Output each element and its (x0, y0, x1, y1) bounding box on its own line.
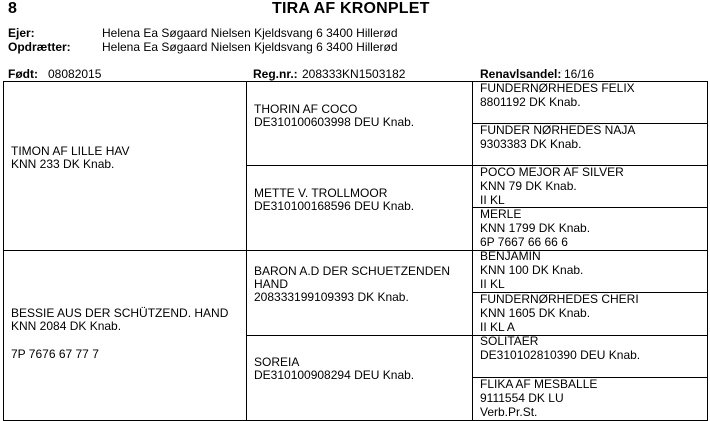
ggp-4-reg: KNN 1799 DK Knab. (480, 221, 591, 235)
gp-2-reg: DE310100168596 DEU Knab. (254, 199, 415, 213)
purity-label: Renavlsandel: (480, 67, 562, 81)
gp-1-reg: DE310100603998 DEU Knab. (254, 115, 415, 129)
gp-2-name: METTE V. TROLLMOOR (254, 186, 388, 200)
ggp-6-extra: II KL A (480, 320, 515, 334)
breeder-label: Opdrætter: (8, 40, 71, 54)
dam-reg: KNN 2084 DK Knab. (11, 319, 122, 333)
ggp-6-reg: KNN 1605 DK Knab. (480, 306, 591, 320)
ggp-8-extra: Verb.Pr.St. (480, 405, 538, 419)
ggp-4-name: MERLE (480, 207, 522, 221)
sire-name: TIMON AF LILLE HAV (11, 144, 130, 158)
dam-name: BESSIE AUS DER SCHÜTZEND. HAND (11, 306, 229, 320)
born-value: 08082015 (48, 67, 102, 81)
ggp-3-name: POCO MEJOR AF SILVER (480, 165, 624, 179)
ggp-2-reg: 9303383 DK Knab. (480, 137, 582, 151)
breeder-value: Helena Ea Søgaard Nielsen Kjeldsvang 6 3400 Hillerød (102, 40, 398, 54)
gp-4-name: SOREIA (254, 355, 300, 369)
ggp-3-extra: II KL (480, 193, 505, 207)
born-label: Født: (8, 67, 38, 81)
ggp-7-reg: DE310102810390 DEU Knab. (480, 348, 641, 362)
dam-cell (3, 250, 247, 421)
regnr-value: 208333KN1503182 (302, 67, 406, 81)
ggp-6-name: FUNDERNØRHEDES CHERI (480, 292, 639, 306)
ggp-1-name: FUNDERNØRHEDES FELIX (480, 81, 635, 95)
dam-extra: 7P 7676 67 77 7 (11, 347, 99, 361)
sire-reg: KNN 233 DK Knab. (11, 157, 115, 171)
ggp-4-extra: 6P 7667 66 66 6 (480, 235, 568, 249)
ggp-5-extra: II KL (480, 277, 505, 291)
ggp-3-reg: KNN 79 DK Knab. (480, 179, 577, 193)
gp-3-name: BARON A.D DER SCHUETZENDEN (254, 264, 451, 278)
ggp-1-reg: 8801192 DK Knab. (480, 95, 581, 109)
gp-4-reg: DE310100908294 DEU Knab. (254, 368, 415, 382)
ggp-5-reg: KNN 100 DK Knab. (480, 263, 584, 277)
owner-value: Helena Ea Søgaard Nielsen Kjeldsvang 6 3400 Hillerød (102, 26, 398, 40)
gp-3-reg: 208333199109393 DK Knab. (254, 290, 409, 304)
ggp-2-name: FUNDER NØRHEDES NAJA (480, 123, 636, 137)
purity-value: 16/16 (564, 67, 595, 81)
document-number: 8 (8, 0, 17, 17)
gp-3-name-cont: HAND (254, 277, 289, 291)
gp-1-name: THORIN AF COCO (254, 102, 358, 116)
ggp-7-name: SOLITAER (480, 334, 539, 348)
ggp-5-name: BENJAMIN (480, 249, 541, 263)
ggp-8-reg: 9111554 DK LU (480, 391, 564, 405)
owner-label: Ejer: (8, 26, 35, 40)
document-title: TIRA AF KRONPLET (272, 0, 430, 17)
regnr-label: Reg.nr.: (253, 67, 298, 81)
ggp-8-name: FLIKA AF MESBALLE (480, 377, 598, 391)
